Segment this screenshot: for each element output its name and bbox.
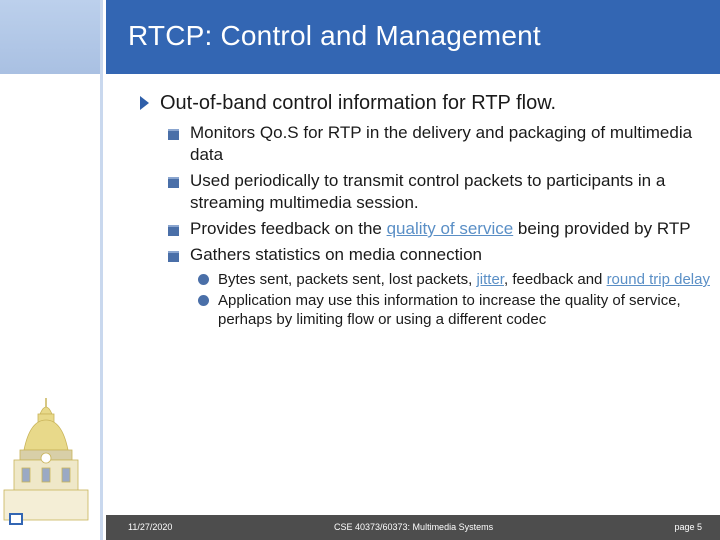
bullet-text: Monitors Qo.S for RTP in the delivery and packaging of multimedia data [190, 123, 693, 164]
term-link[interactable]: round trip delay [606, 271, 710, 288]
slide-content [140, 90, 710, 331]
bullet-text: , feedback and [503, 271, 607, 288]
bullet-level2-list [140, 122, 710, 266]
bullet-text: being provided by RTP [513, 219, 691, 238]
bullet-level2 [168, 122, 710, 166]
bullet-text: Application may use this information to increase the quality of service, perhaps by limiting flow or using a different codec [218, 292, 681, 328]
bullet-text: Bytes sent, packets sent, lost packets, [218, 271, 477, 288]
bullet-level3 [198, 291, 710, 329]
slide-footer [106, 515, 720, 540]
bullet-text: Gathers statistics on media connection [190, 245, 482, 264]
left-stripe [100, 0, 103, 540]
bullet-level2 [168, 244, 710, 266]
round-bullet-icon [198, 295, 209, 306]
bullet-level2 [168, 218, 710, 240]
bullet-text: Provides feedback on the [190, 219, 387, 238]
footer-course: CSE 40373/60373: Multimedia Systems [334, 522, 494, 532]
term-link[interactable]: jitter [476, 271, 504, 288]
footer-page-number: page 5 [674, 522, 702, 532]
bullet-level3 [198, 270, 710, 289]
golden-dome-icon [0, 380, 100, 530]
square-bullet-icon [168, 225, 179, 236]
left-top-panel [0, 0, 100, 74]
square-bullet-icon [168, 251, 179, 262]
bullet-level1-text: Out-of-band control information for RTP flow. [160, 92, 557, 114]
bullet-text: Used periodically to transmit control packets to participants in a streaming multimedia session. [190, 171, 666, 212]
term-link[interactable]: quality of service [386, 219, 514, 238]
left-decoration [0, 0, 106, 540]
bullet-level1 [140, 90, 710, 116]
round-bullet-icon [198, 274, 209, 285]
slide-header [106, 0, 720, 74]
footer-date: 11/27/2020 [128, 522, 173, 532]
slide-title: RTCP: Control and Management [128, 20, 541, 51]
triangle-right-icon [140, 96, 149, 110]
square-bullet-icon [168, 177, 179, 188]
bullet-level3-list [140, 270, 710, 329]
square-bullet-icon [168, 129, 179, 140]
bullet-level2 [168, 170, 710, 214]
